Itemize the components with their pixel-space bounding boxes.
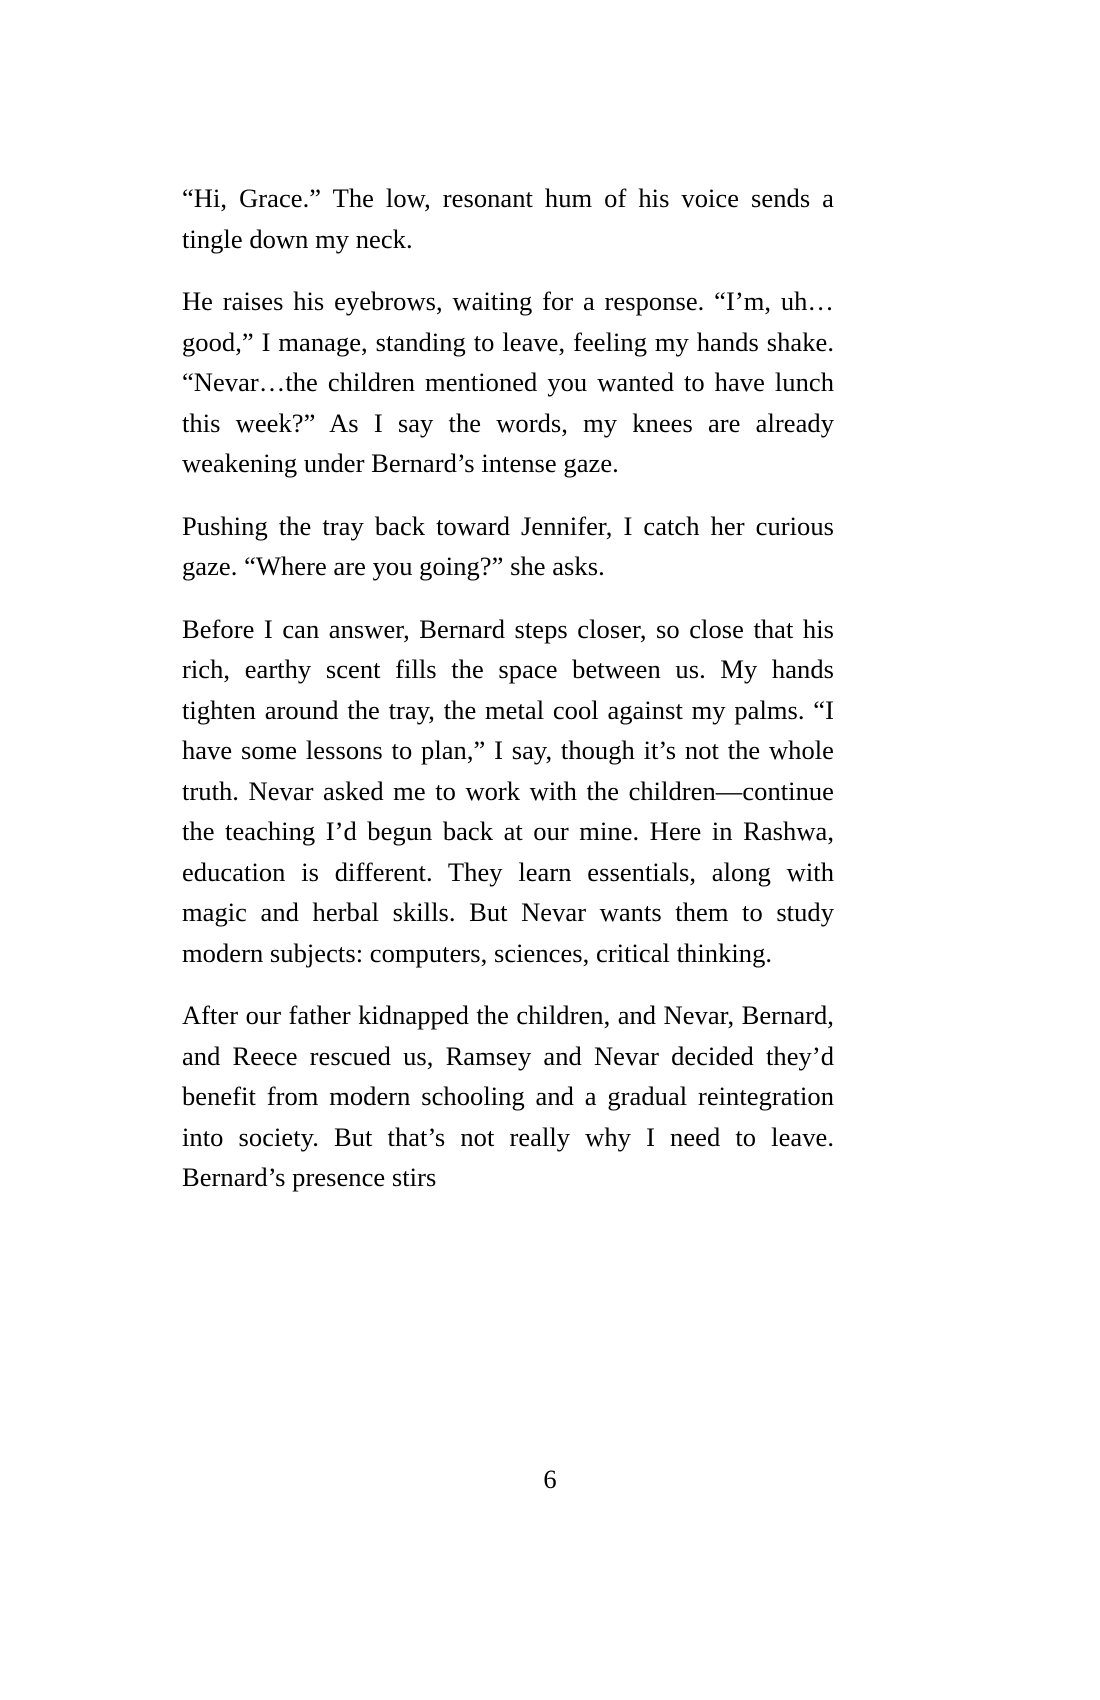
body-text-column	[182, 178, 834, 1198]
page-number: 6	[543, 1464, 557, 1494]
paragraph: He raises his eyebrows, waiting for a response. “I’m, uh…good,” I manage, standing to leave, feeling my hands shake. “Nevar…the children mentioned you wanted to have lunch this week?” As I say the words, my knees are already weakening under Bernard’s intense gaze.	[182, 286, 834, 478]
paragraph: Pushing the tray back toward Jennifer, I catch her curious gaze. “Where are you going?” she asks.	[182, 510, 834, 581]
paragraph: “Hi, Grace.” The low, resonant hum of his voice sends a tingle down my neck.	[182, 183, 834, 254]
paragraph: After our father kidnapped the children, and Nevar, Bernard, and Reece rescued us, Ramsey and Nevar decided they’d benefit from modern schooling and a gradual reintegration into society. But that’s not really why I need to leave. Bernard’s presence stirs	[182, 1000, 834, 1192]
paragraph: Before I can answer, Bernard steps closer, so close that his rich, earthy scent fills the space between us. My hands tighten around the tray, the metal cool against my palms. “I have some lessons to plan,” I say, though it’s not the whole truth. Nevar asked me to work with the children—continue the teaching I’d begun back at our mine. Here in Rashwa, education is different. They learn essentials, along with magic and herbal skills. But Nevar wants them to study modern subjects: computers, sciences, critical thinking.	[182, 613, 834, 968]
